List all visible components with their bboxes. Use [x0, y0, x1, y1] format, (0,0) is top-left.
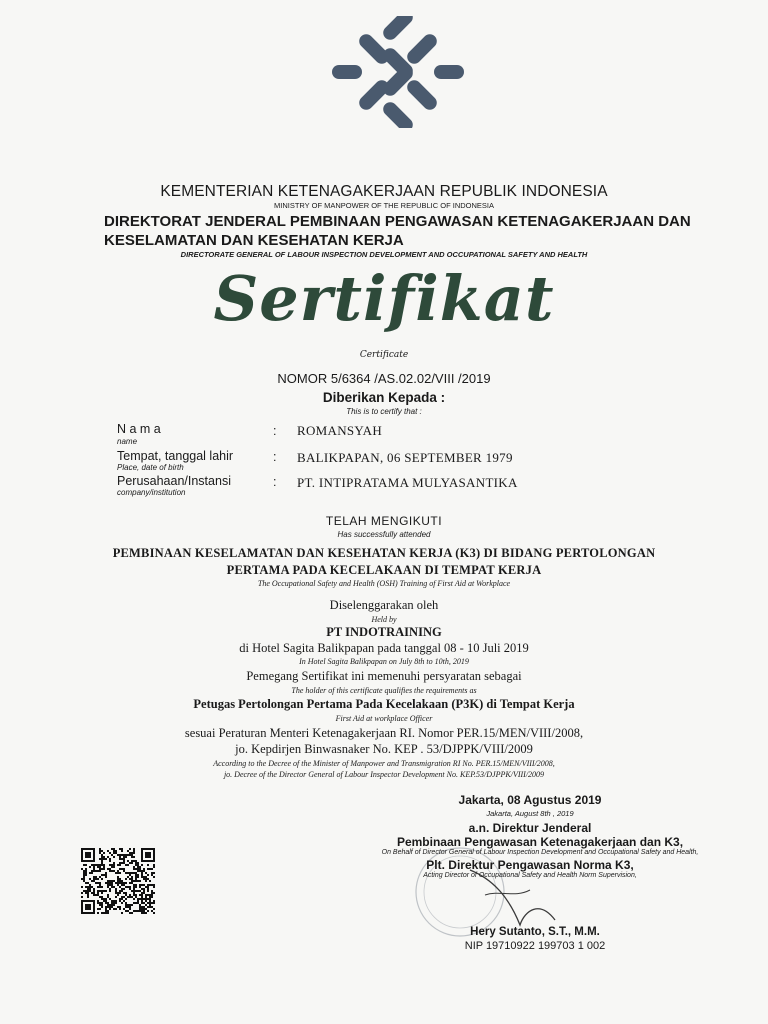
certificate-number: NOMOR 5/6364 /AS.02.02/VIII /2019	[277, 371, 491, 386]
sign-acting: Plt. Direktur Pengawasan Norma K3,	[426, 858, 634, 872]
directorate-line-2: KESELAMATAN DAN KESEHATAN KERJA	[104, 232, 404, 249]
holder-statement-en: The holder of this certificate qualifies the requirements as	[291, 686, 477, 695]
role-title: Petugas Pertolongan Pertama Pada Kecelakaan (P3K) di Tempat Kerja	[193, 697, 575, 711]
field-company-label: Perusahaan/Instansi	[117, 474, 231, 488]
field-name-colon: :	[273, 424, 277, 438]
ministry-logo-icon	[328, 16, 468, 128]
regulation-en-line-1: According to the Decree of the Minister of Manpower and Transmigration RI No. PER.15/MEN/VIII/2008,	[213, 759, 555, 768]
certificate-title-en: Certificate	[359, 350, 409, 360]
signatory-nip: NIP 19710922 199703 1 002	[464, 940, 606, 952]
organizer-name: PT INDOTRAINING	[326, 625, 442, 639]
venue: di Hotel Sagita Balikpapan pada tanggal 08 - 10 Juli 2019	[239, 641, 529, 655]
field-name-label: N a m a	[117, 422, 161, 436]
field-birth-label-en: Place, date of birth	[117, 463, 184, 472]
field-birth-colon: :	[273, 450, 277, 464]
field-company-colon: :	[273, 475, 277, 489]
field-birth-value: BALIKPAPAN, 06 SEPTEMBER 1979	[297, 450, 513, 465]
venue-en: In Hotel Sagita Balikpapan on July 8th to 10th, 2019	[299, 657, 469, 666]
attended-heading: TELAH MENGIKUTI	[325, 514, 443, 528]
signatory-name: Hery Sutanto, S.T., M.M.	[470, 926, 600, 938]
sign-office: Pembinaan Pengawasan Ketenagakerjaan dan K3,	[396, 835, 684, 849]
course-title-line-1: PEMBINAAN KESELAMATAN DAN KESEHATAN KERJA (K3) DI BIDANG PERTOLONGAN	[112, 546, 656, 560]
course-title-en: The Occupational Safety and Health (OSH) Training of First Aid at Workplace	[257, 579, 511, 588]
certificate-title: Sertifikat	[213, 262, 555, 335]
regulation-en-line-2: jo. Decree of the Director General of Labour Inspector Development No. KEP.53/DJPPK/VIII/2009	[223, 770, 545, 779]
role-title-en: First Aid at workplace Officer	[335, 714, 433, 723]
given-to-heading-en: This is to certify that :	[346, 407, 422, 416]
field-name-label-en: name	[117, 437, 138, 446]
directorate-name-en: DIRECTORATE GENERAL OF LABOUR INSPECTION DEVELOPMENT AND OCCUPATIONAL SAFETY AND HEALTH	[180, 250, 588, 259]
field-company-label-en: company/institution	[117, 488, 186, 497]
given-to-heading: Diberikan Kepada :	[322, 390, 446, 405]
directorate-line-1: DIREKTORAT JENDERAL PEMBINAAN PENGAWASAN KETENAGAKERJAAN DAN	[104, 213, 691, 230]
organized-by-en: Held by	[371, 615, 397, 624]
sign-place-date: Jakarta, 08 Agustus 2019	[458, 793, 602, 807]
course-title-line-2: PERTAMA PADA KECELAKAAN DI TEMPAT KERJA	[226, 563, 542, 577]
qr-code-icon	[81, 848, 155, 914]
sign-acting-en: Acting Director of Occupational Safety and Health Norm Supervision,	[423, 872, 637, 879]
regulation-line-2: jo. Kepdirjen Binwasnaker No. KEP . 53/DJPPK/VIII/2009	[235, 742, 533, 756]
directorate-name	[104, 212, 704, 250]
sign-on-behalf: a.n. Direktur Jenderal	[468, 821, 592, 835]
organized-by: Diselenggarakan oleh	[329, 598, 439, 612]
sign-place-date-en: Jakarta, August 8th , 2019	[486, 809, 574, 818]
attended-heading-en: Has successfully attended	[337, 530, 431, 539]
sign-office-en: On Behalf of Director General of Labour Inspection Development and Occupational Safety and Health,	[381, 849, 699, 856]
regulation-line-1: sesuai Peraturan Menteri Ketenagakerjaan RI. Nomor PER.15/MEN/VIII/2008,	[184, 726, 584, 740]
ministry-name-en: MINISTRY OF MANPOWER OF THE REPUBLIC OF INDONESIA	[273, 201, 495, 210]
field-name-value: ROMANSYAH	[297, 423, 383, 438]
ministry-name: KEMENTERIAN KETENAGAKERJAAN REPUBLIK INDONESIA	[160, 183, 608, 200]
course-title	[40, 545, 728, 579]
holder-statement: Pemegang Sertifikat ini memenuhi persyaratan sebagai	[246, 669, 522, 683]
field-company-value: PT. INTIPRATAMA MULYASANTIKA	[297, 475, 518, 490]
field-birth-label: Tempat, tanggal lahir	[117, 449, 234, 463]
